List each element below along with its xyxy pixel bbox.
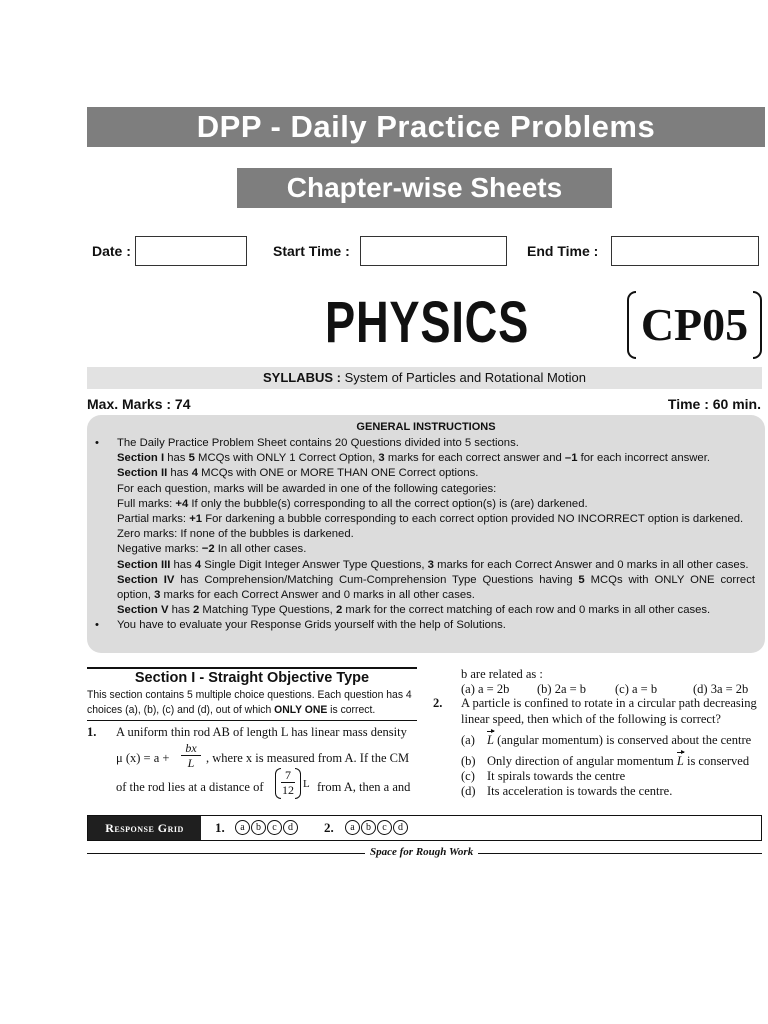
section-rule-top bbox=[87, 667, 417, 669]
grid-bubbles-q1 bbox=[235, 820, 298, 835]
syllabus-text: System of Particles and Rotational Motion bbox=[341, 370, 586, 385]
option-b: (b) 2a = b bbox=[537, 682, 587, 696]
start-time-field[interactable] bbox=[360, 236, 507, 266]
q2-option-a: (a) L (angular momentum) is conserved about the centre bbox=[461, 733, 752, 747]
instruction-line: For each question, marks will be awarded in one of the following categories: bbox=[117, 482, 497, 495]
instruction-full-marks: Full marks: +4 If only the bubble(s) corresponding to all the correct option(s) is (are) darkened. bbox=[117, 497, 588, 510]
bubble-q1-a[interactable]: a bbox=[235, 820, 250, 835]
section-description: This section contains 5 multiple choice questions. Each question has 4 choices (a), (b), (c) and (d), out of which ONLY ONE is correct. bbox=[87, 689, 412, 716]
q2-option-c: (c) It spirals towards the centre bbox=[461, 769, 626, 783]
grid-question-2: 2. bbox=[324, 820, 334, 835]
instruction-line: • The Daily Practice Problem Sheet contains 20 Questions divided into 5 sections. bbox=[117, 436, 755, 451]
question-1-text: of the rod lies at a distance of bbox=[116, 780, 264, 794]
instructions-title: GENERAL INSTRUCTIONS bbox=[356, 421, 496, 433]
instruction-section-5: Section V has 2 Matching Type Questions, 2 mark for the correct matching of each row and 0 marks in all other cases. bbox=[117, 604, 711, 617]
bubble-q2-a[interactable]: a bbox=[345, 820, 360, 835]
length-symbol: L bbox=[303, 778, 310, 790]
instruction-section-3: Section III has 4 Single Digit Integer Answer Type Questions, 3 marks for each Correct Answer and 0 marks in all other cases. bbox=[117, 558, 749, 571]
instruction-section-4: Section IV has Comprehension/Matching Cum-Comprehension Type Questions having 5 MCQs with ONLY ONE correct option, 3 marks for each Correct Answer and 0 marks in all other cases. bbox=[117, 573, 756, 602]
syllabus-bar bbox=[87, 367, 762, 389]
time-limit: Time : 60 min. bbox=[667, 396, 761, 412]
vector-l-symbol: L bbox=[487, 733, 494, 747]
bubble-q2-d[interactable]: d bbox=[393, 820, 408, 835]
syllabus-label: SYLLABUS : bbox=[263, 370, 342, 385]
sub-banner: Chapter-wise Sheets bbox=[237, 168, 612, 208]
start-time-label: Start Time : bbox=[273, 243, 350, 259]
sheet-code bbox=[627, 291, 762, 361]
question-1-continuation: b are related as : bbox=[461, 667, 543, 681]
end-time-field[interactable] bbox=[611, 236, 759, 266]
response-grid-label: Response Grid bbox=[88, 816, 201, 840]
instruction-partial-marks: Partial marks: +1 For darkening a bubble corresponding to each correct option provided NO INCORRECT option is darkened. bbox=[117, 513, 744, 526]
question-1-text: A uniform thin rod AB of length L has linear mass density bbox=[116, 725, 407, 739]
date-field[interactable] bbox=[135, 236, 247, 266]
date-label: Date : bbox=[92, 243, 131, 259]
option-a: (a) a = 2b bbox=[461, 682, 510, 696]
general-instructions bbox=[87, 415, 765, 653]
question-2-number: 2. bbox=[433, 696, 443, 710]
section-title: Section I - Straight Objective Type bbox=[134, 670, 370, 686]
option-d: (d) 3a = 2b bbox=[693, 682, 749, 696]
q2-option-d: (d) Its acceleration is towards the centre. bbox=[461, 784, 673, 798]
fraction-7-over-12: 7 12 bbox=[275, 768, 301, 801]
grid-question-1: 1. bbox=[215, 820, 225, 835]
rough-work-label: Space for Rough Work bbox=[365, 846, 478, 858]
instruction-section-1: Section I has 5 MCQs with ONLY 1 Correct Option, 3 marks for each correct answer and –1 for each incorrect answer. bbox=[117, 452, 710, 465]
fraction-bx-over-l: bx L bbox=[181, 741, 201, 770]
instruction-line: • You have to evaluate your Response Grids yourself with the help of Solutions. bbox=[117, 618, 755, 633]
subject-title: PHYSICS bbox=[325, 290, 530, 355]
question-2-text: A particle is confined to rotate in a circular path decreasing linear speed, then which of the following is correct? bbox=[461, 696, 757, 726]
option-c: (c) a = b bbox=[615, 682, 658, 696]
page-banner: DPP - Daily Practice Problems bbox=[87, 107, 765, 147]
question-1-text: from A, then a and bbox=[317, 780, 411, 794]
sheet-code-text: CP05 bbox=[640, 299, 749, 350]
instruction-zero-marks: Zero marks: If none of the bubbles is darkened. bbox=[117, 528, 354, 541]
max-marks: Max. Marks : 74 bbox=[87, 396, 191, 412]
grid-bubbles-q2 bbox=[345, 820, 408, 835]
section-rule-bottom bbox=[87, 720, 417, 721]
instruction-section-2: Section II has 4 MCQs with ONE or MORE THAN ONE Correct options. bbox=[117, 467, 479, 480]
instruction-negative-marks: Negative marks: −2 In all other cases. bbox=[117, 543, 307, 556]
question-1-number: 1. bbox=[87, 725, 97, 739]
bubble-q1-b[interactable]: b bbox=[251, 820, 266, 835]
response-grid bbox=[87, 815, 762, 841]
question-1-density: μ (x) = a + bbox=[116, 751, 170, 765]
bubble-q1-c[interactable]: c bbox=[267, 820, 282, 835]
question-1-text: , where x is measured from A. If the CM bbox=[206, 751, 410, 765]
vector-l-symbol: L bbox=[676, 754, 684, 768]
end-time-label: End Time : bbox=[527, 243, 599, 259]
bubble-q1-d[interactable]: d bbox=[283, 820, 298, 835]
bubble-q2-b[interactable]: b bbox=[361, 820, 376, 835]
q2-option-b: (b) Only direction of angular momentum L is conserved bbox=[461, 754, 750, 768]
bubble-q2-c[interactable]: c bbox=[377, 820, 392, 835]
